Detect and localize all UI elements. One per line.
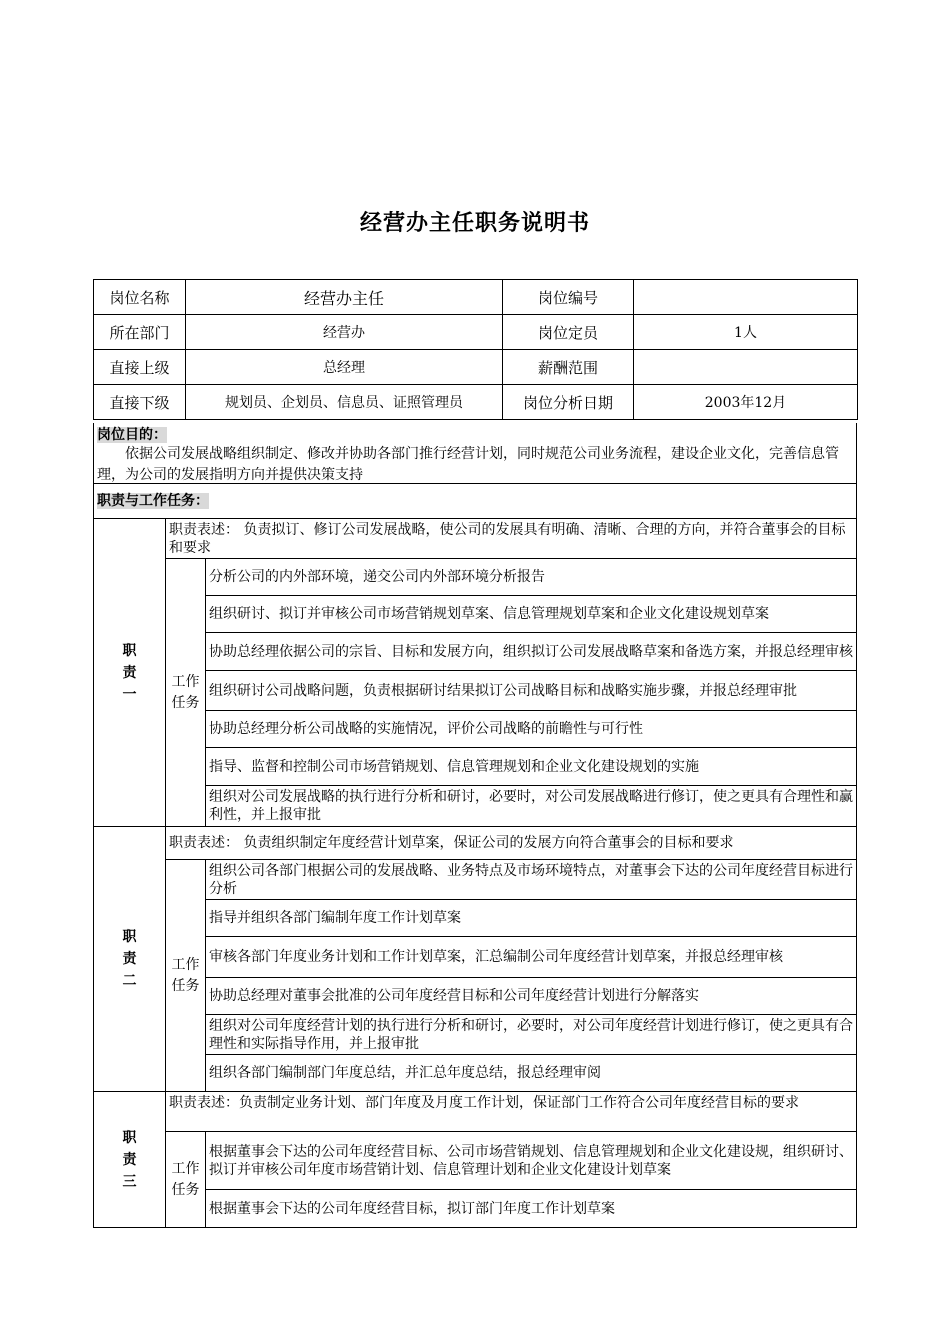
duty-statement: 职责表述：负责制定业务计划、部门年度及月度工作计划，保证部门工作符合公司年度经营目标的要求 xyxy=(166,1092,856,1132)
duty-name: 职责二 xyxy=(122,929,137,989)
field-label: 岗位名称 xyxy=(94,280,186,315)
field-label: 直接上级 xyxy=(94,350,186,385)
work-task-label-cell xyxy=(166,559,206,826)
work-task-label-cell xyxy=(166,860,206,1091)
duty-name-cell xyxy=(94,519,166,826)
task-text: 协助总经理依据公司的宗旨、目标和发展方向，组织拟订公司发展战略草案和备选方案，并报总经理审核 xyxy=(209,643,853,660)
field-label: 岗位分析日期 xyxy=(503,385,634,420)
task-text: 根据董事会下达的公司年度经营目标，拟订部门年度工作计划草案 xyxy=(209,1200,615,1217)
task-row xyxy=(206,978,856,1015)
task-text: 指导、监督和控制公司市场营销规划、信息管理规划和企业文化建设规划的实施 xyxy=(209,758,699,775)
task-text: 组织公司各部门根据公司的发展战略、业务特点及市场环境特点，对董事会下达的公司年度经营目标进行分析 xyxy=(209,862,853,897)
task-text: 组织对公司年度经营计划的执行进行分析和研讨，必要时，对公司年度经营计划进行修订，使之更具有合理性和实际指导作用，并上报审批 xyxy=(209,1017,853,1052)
task-row xyxy=(206,1055,856,1091)
field-label: 薪酬范围 xyxy=(503,350,634,385)
page-title: 经营办主任职务说明书 xyxy=(359,211,590,236)
purpose-text: 依据公司发展战略组织制定、修改并协助各部门推行经营计划，同时规范公司业务流程，建设企业文化，完善信息管理，为公司的发展指明方向并提供决策支持 xyxy=(97,446,839,483)
task-text: 组织各部门编制部门年度总结，并汇总年度总结，报总经理审阅 xyxy=(209,1065,601,1081)
duty-name-cell xyxy=(94,827,166,1091)
header-row xyxy=(94,350,858,385)
task-row xyxy=(206,596,856,633)
task-row xyxy=(206,711,856,748)
task-row xyxy=(206,671,856,711)
duties-label: 职责与工作任务： xyxy=(97,493,209,509)
header-table xyxy=(93,279,858,420)
task-text: 协助总经理对董事会批准的公司年度经营目标和公司年度经营计划进行分解落实 xyxy=(209,988,699,1004)
purpose-section xyxy=(93,423,857,484)
task-row xyxy=(206,1132,856,1190)
task-text: 审核各部门年度业务计划和工作计划草案，汇总编制公司年度经营计划草案，并报总经理审核 xyxy=(209,949,783,965)
task-row xyxy=(206,748,856,786)
field-value: 2003年12月 xyxy=(634,385,858,420)
task-text: 组织对公司发展战略的执行进行分析和研讨，必要时，对公司发展战略进行修订，使之更具有合理性和赢利性，并上报审批 xyxy=(209,789,853,823)
duty-block xyxy=(93,1092,857,1228)
task-row xyxy=(206,633,856,671)
task-row xyxy=(206,1015,856,1055)
duty-block xyxy=(93,519,857,827)
task-row xyxy=(206,786,856,826)
work-task-label: 工作任务 xyxy=(171,673,200,711)
field-value: 1人 xyxy=(634,315,858,350)
duty-block xyxy=(93,827,857,1092)
duty-statement: 职责表述： 负责组织制定年度经营计划草案，保证公司的发展方向符合董事会的目标和要求 xyxy=(166,827,856,860)
duty-name-cell xyxy=(94,1092,166,1227)
task-text: 组织研讨公司战略问题，负责根据研讨结果拟订公司战略目标和战略实施步骤，并报总经理审批 xyxy=(209,682,797,699)
duty-statement: 职责表述： 负责拟订、修订公司发展战略，使公司的发展具有明确、清晰、合理的方向，并符合董事会的目标和要求 xyxy=(166,519,856,559)
task-row xyxy=(206,900,856,937)
header-row xyxy=(94,315,858,350)
field-value xyxy=(634,350,858,385)
header-row xyxy=(94,385,858,420)
task-row xyxy=(206,860,856,900)
field-value: 经营办主任 xyxy=(186,280,503,315)
work-task-label-cell xyxy=(166,1132,206,1227)
field-label: 岗位编号 xyxy=(503,280,634,315)
duty-name: 职责三 xyxy=(122,1129,137,1190)
task-row xyxy=(206,1190,856,1227)
task-text: 协助总经理分析公司战略的实施情况，评价公司战略的前瞻性与可行性 xyxy=(209,721,643,737)
purpose-label: 岗位目的： xyxy=(97,427,167,443)
field-value: 经营办 xyxy=(186,315,503,350)
task-row xyxy=(206,937,856,978)
duty-name: 职责一 xyxy=(122,642,137,703)
header-row xyxy=(94,280,858,315)
task-text: 组织研讨、拟订并审核公司市场营销规划草案、信息管理规划草案和企业文化建设规划草案 xyxy=(209,606,769,622)
task-text: 根据董事会下达的公司年度经营目标、公司市场营销规划、信息管理规划和企业文化建设规，组织研讨、拟订并审核公司年度市场营销计划、信息管理计划和企业文化建设计划草案 xyxy=(209,1143,853,1178)
task-text: 指导并组织各部门编制年度工作计划草案 xyxy=(209,910,461,926)
task-text: 分析公司的内外部环境，递交公司内外部环境分析报告 xyxy=(209,569,545,585)
task-row xyxy=(206,559,856,596)
work-task-label: 工作任务 xyxy=(171,1160,200,1198)
work-task-label: 工作任务 xyxy=(171,956,200,994)
field-label: 岗位定员 xyxy=(503,315,634,350)
field-value: 总经理 xyxy=(186,350,503,385)
field-label: 直接下级 xyxy=(94,385,186,420)
field-value xyxy=(634,280,858,315)
field-label: 所在部门 xyxy=(94,315,186,350)
field-value: 规划员、企划员、信息员、证照管理员 xyxy=(186,385,503,420)
duties-header xyxy=(93,484,857,519)
